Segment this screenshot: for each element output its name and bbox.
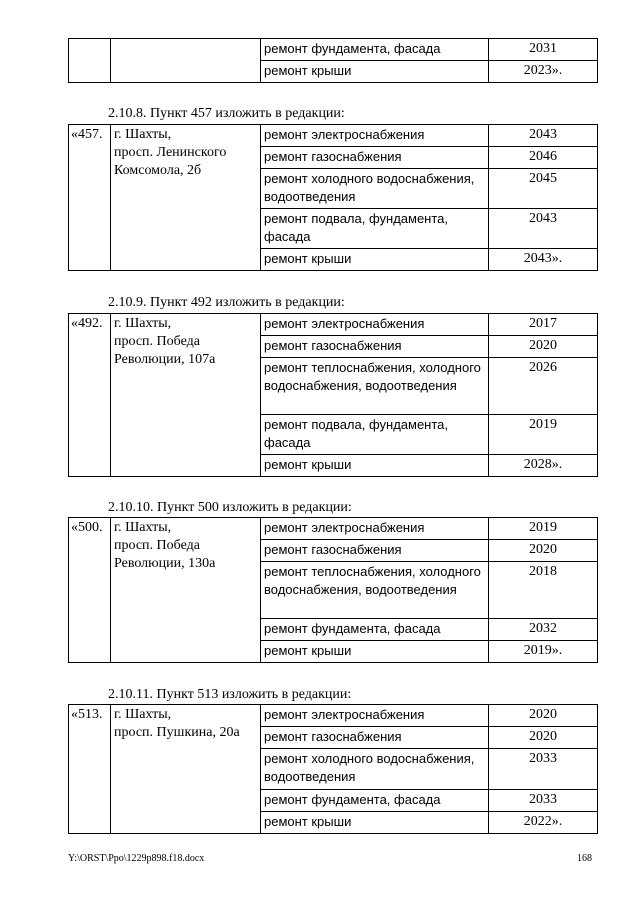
address-line: Революции, 130а bbox=[114, 556, 216, 571]
table-row bbox=[69, 314, 598, 336]
year-cell: 2043 bbox=[489, 209, 598, 249]
address-line: г. Шахты, bbox=[114, 520, 172, 535]
section-table bbox=[68, 517, 598, 663]
year-cell: 2033 bbox=[489, 749, 598, 790]
work-cell: ремонт теплоснабжения, холодного водоснабжения, водоотведения bbox=[261, 562, 489, 619]
year-cell: 2018 bbox=[489, 562, 598, 619]
work-cell: ремонт подвала, фундамента, фасада bbox=[261, 209, 489, 249]
address-line: просп. Пушкина, 20а bbox=[114, 725, 240, 740]
year-cell: 2033 bbox=[489, 790, 598, 812]
address-line: просп. Ленинского bbox=[114, 145, 227, 160]
top-table bbox=[68, 38, 598, 83]
table-row bbox=[69, 518, 598, 540]
year-cell: 2045 bbox=[489, 169, 598, 209]
work-cell: ремонт фундамента, фасада bbox=[261, 619, 489, 641]
year-cell: 2032 bbox=[489, 619, 598, 641]
work-cell: ремонт газоснабжения bbox=[261, 147, 489, 169]
address-line: Комсомола, 2б bbox=[114, 163, 202, 178]
address-line: Революции, 107а bbox=[114, 352, 216, 367]
address-line: г. Шахты, bbox=[114, 316, 172, 331]
year-cell: 2019». bbox=[489, 641, 598, 663]
work-cell: ремонт фундамента, фасада bbox=[261, 790, 489, 812]
year-cell: 2043 bbox=[489, 125, 598, 147]
number-cell: «492. bbox=[69, 314, 111, 477]
work-cell: ремонт крыши bbox=[261, 812, 489, 834]
work-cell: ремонт электроснабжения bbox=[261, 314, 489, 336]
table-row bbox=[69, 705, 598, 727]
address-cell bbox=[111, 518, 261, 663]
work-cell: ремонт подвала, фундамента, фасада bbox=[261, 415, 489, 455]
year-cell: 2019 bbox=[489, 518, 598, 540]
work-cell: ремонт газоснабжения bbox=[261, 336, 489, 358]
section-heading: 2.10.10. Пункт 500 изложить в редакции: bbox=[108, 500, 352, 515]
year-cell: 2019 bbox=[489, 415, 598, 455]
year-cell: 2020 bbox=[489, 540, 598, 562]
section-table bbox=[68, 124, 598, 271]
year-cell: 2046 bbox=[489, 147, 598, 169]
address-cell bbox=[111, 39, 261, 83]
year-cell: 2043». bbox=[489, 249, 598, 271]
section-heading: 2.10.11. Пункт 513 изложить в редакции: bbox=[108, 687, 352, 702]
address-line: просп. Победа bbox=[114, 334, 200, 349]
address-line: просп. Победа bbox=[114, 538, 200, 553]
work-cell: ремонт крыши bbox=[261, 61, 489, 83]
year-cell: 2022». bbox=[489, 812, 598, 834]
address-line: г. Шахты, bbox=[114, 127, 172, 142]
work-cell: ремонт крыши bbox=[261, 641, 489, 663]
number-cell: «457. bbox=[69, 125, 111, 271]
work-cell: ремонт газоснабжения bbox=[261, 540, 489, 562]
work-cell: ремонт газоснабжения bbox=[261, 727, 489, 749]
work-cell: ремонт электроснабжения bbox=[261, 705, 489, 727]
year-cell: 2023». bbox=[489, 61, 598, 83]
address-cell bbox=[111, 125, 261, 271]
year-cell: 2020 bbox=[489, 336, 598, 358]
number-cell: «500. bbox=[69, 518, 111, 663]
number-cell bbox=[69, 39, 111, 83]
work-cell: ремонт крыши bbox=[261, 249, 489, 271]
work-cell: ремонт электроснабжения bbox=[261, 125, 489, 147]
work-cell: ремонт холодного водоснабжения, водоотведения bbox=[261, 749, 489, 790]
section-table bbox=[68, 313, 598, 477]
section-heading: 2.10.9. Пункт 492 изложить в редакции: bbox=[108, 295, 345, 310]
address-cell bbox=[111, 314, 261, 477]
work-cell: ремонт электроснабжения bbox=[261, 518, 489, 540]
number-cell: «513. bbox=[69, 705, 111, 834]
table-row bbox=[69, 39, 598, 61]
year-cell: 2020 bbox=[489, 705, 598, 727]
address-line: г. Шахты, bbox=[114, 707, 172, 722]
work-cell: ремонт фундамента, фасада bbox=[261, 39, 489, 61]
year-cell: 2028». bbox=[489, 455, 598, 477]
work-cell: ремонт крыши bbox=[261, 455, 489, 477]
page-number: 168 bbox=[577, 853, 592, 864]
year-cell: 2031 bbox=[489, 39, 598, 61]
work-cell: ремонт теплоснабжения, холодного водоснабжения, водоотведения bbox=[261, 358, 489, 415]
year-cell: 2020 bbox=[489, 727, 598, 749]
year-cell: 2017 bbox=[489, 314, 598, 336]
address-cell bbox=[111, 705, 261, 834]
table-row bbox=[69, 125, 598, 147]
section-table bbox=[68, 704, 598, 834]
year-cell: 2026 bbox=[489, 358, 598, 415]
section-heading: 2.10.8. Пункт 457 изложить в редакции: bbox=[108, 106, 345, 121]
footer-file-path: Y:\ORST\Ppo\1229p898.f18.docx bbox=[68, 853, 205, 864]
work-cell: ремонт холодного водоснабжения, водоотведения bbox=[261, 169, 489, 209]
